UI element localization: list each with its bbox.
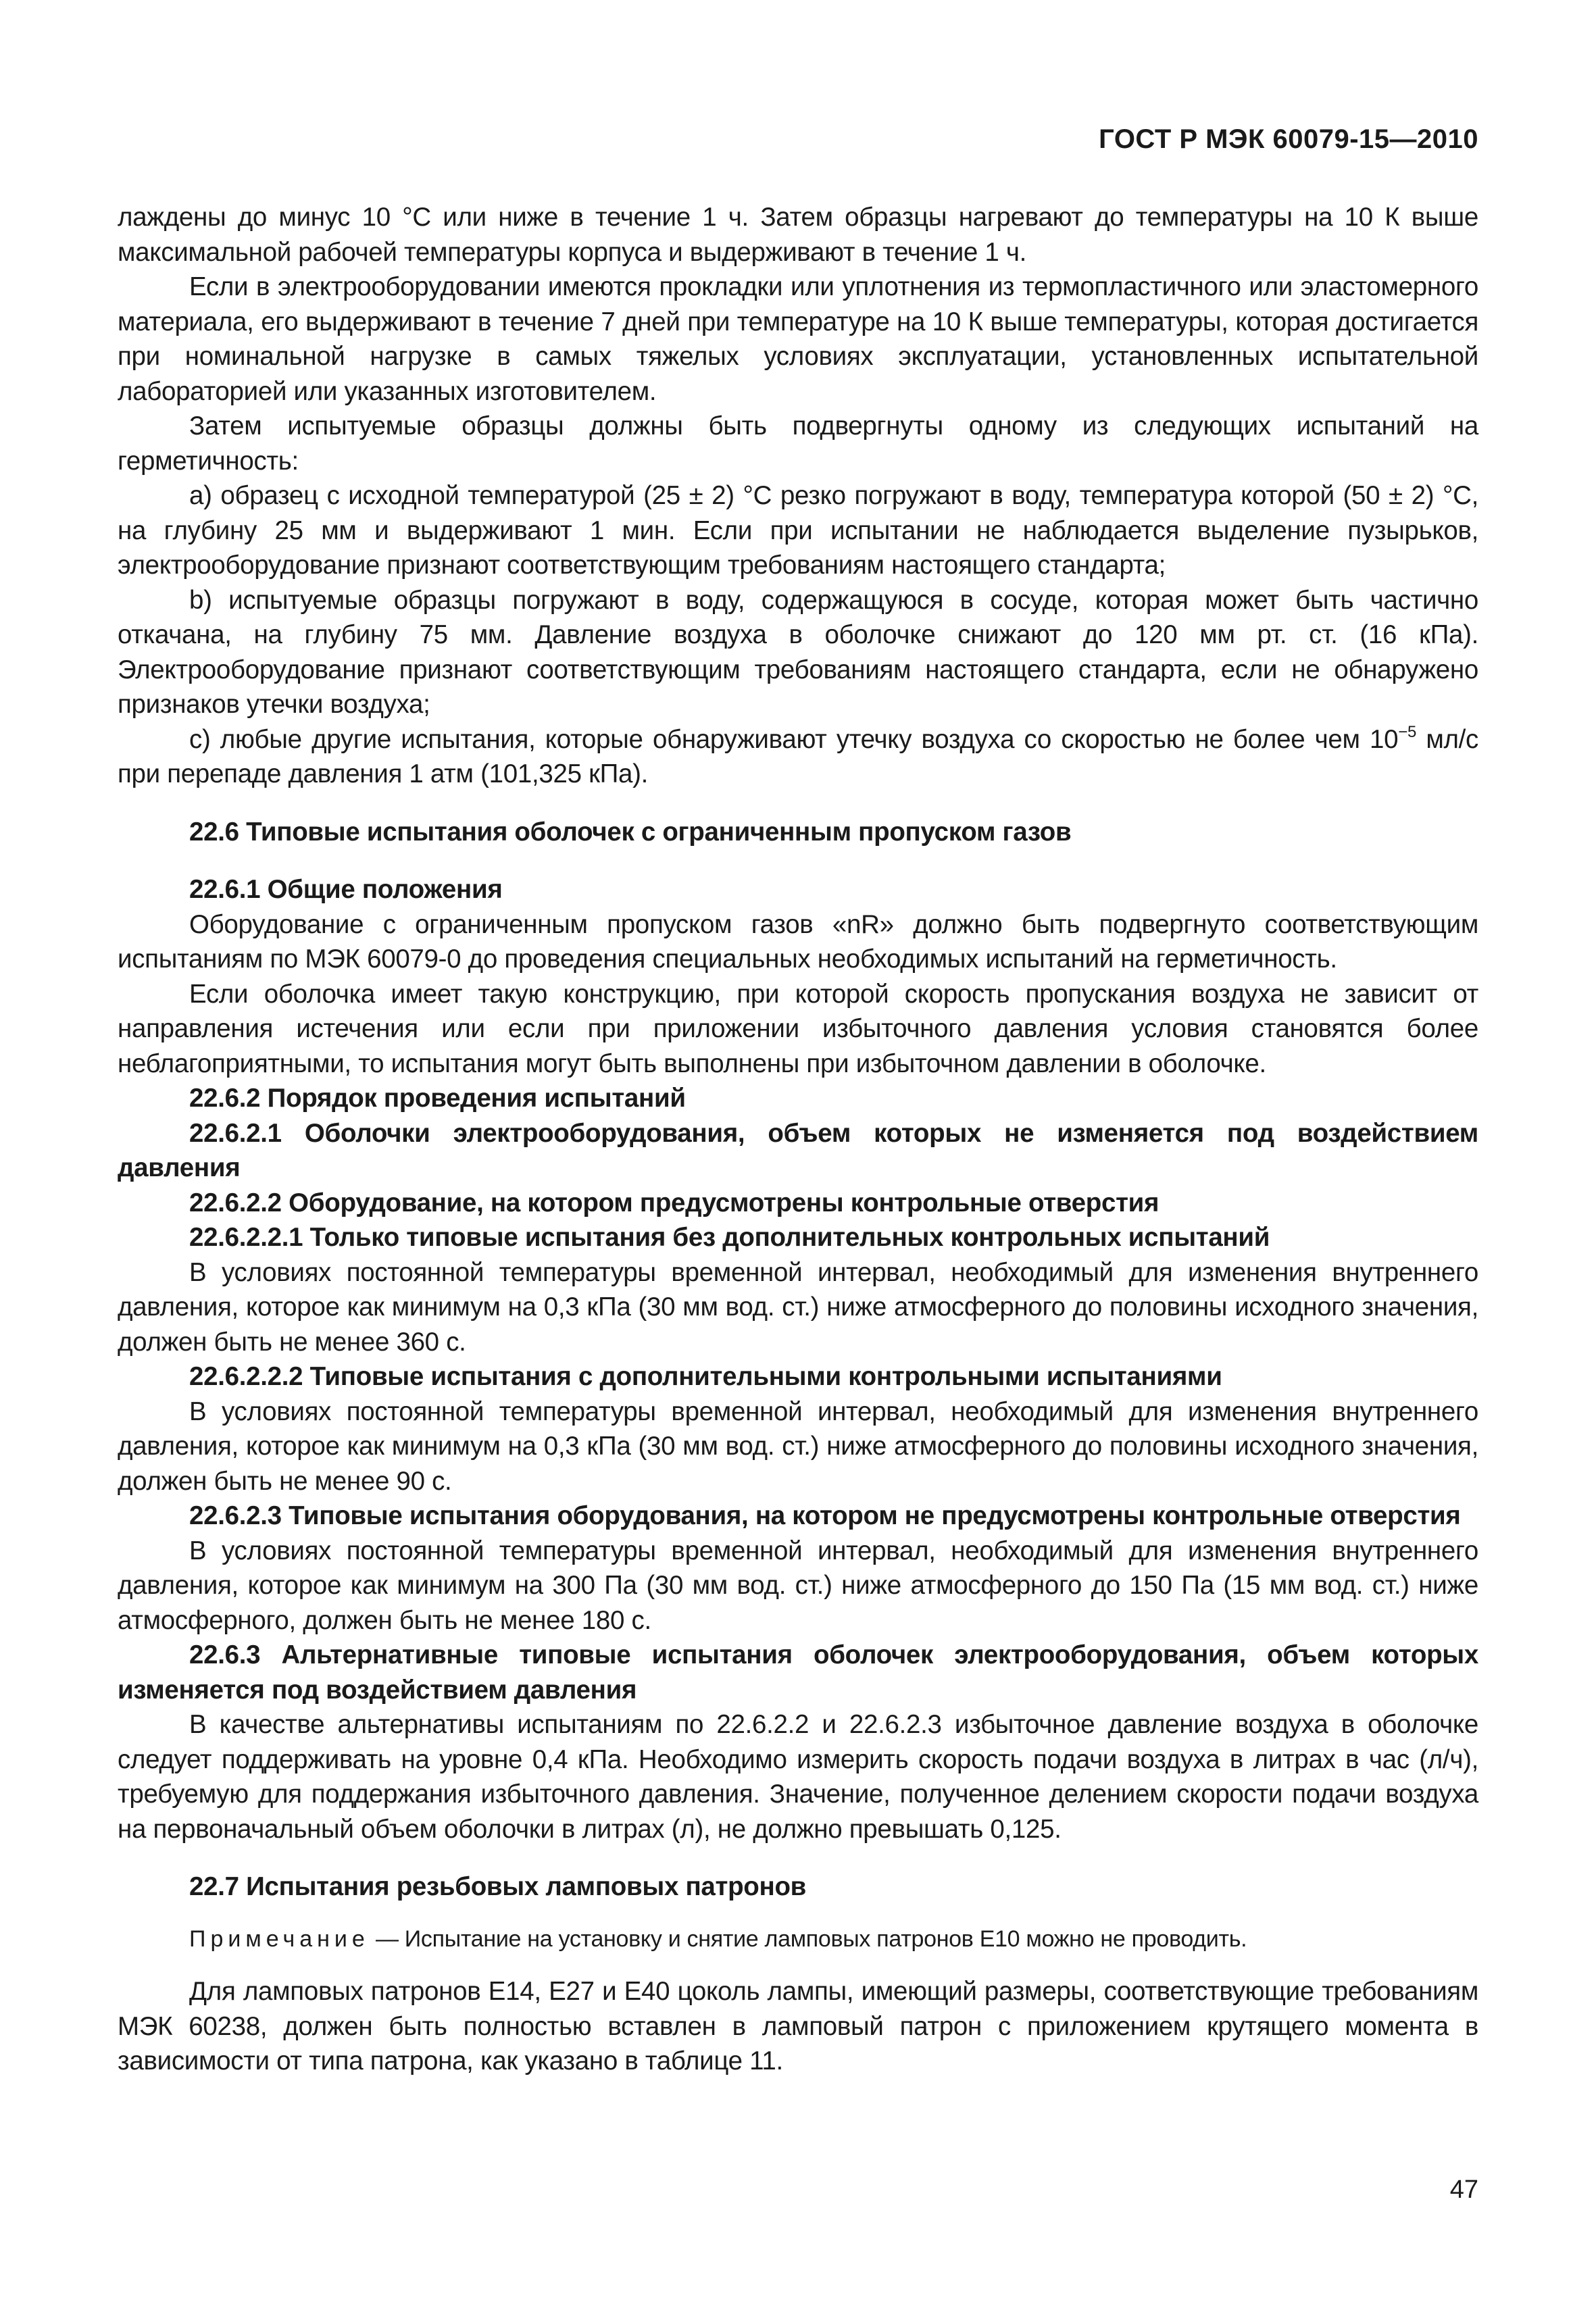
paragraph: В качестве альтернативы испытаниям по 22.6.2.2 и 22.6.2.3 избыточное давление воздуха в оболочке следует поддерживать на уровне 0,4 кПа. Необходимо измерить скорость подачи воздуха в литрах в час (л/ч), требуемую для поддержания избыточного давления. Значение, полученное делением скорости подачи воздуха на первоначальный объем оболочки в литрах (л), не должно превышать 0,125. — [118, 1710, 1478, 1844]
list-item-b: b) испытуемые образцы погружают в воду, содержащуюся в сосуде, которая может быть частично откачана, на глубину 75 мм. Давление воздуха в оболочке снижают до 120 мм рт. ст. (16 кПа). Электрооборудование признают соответствующим требованиям настоящего стандарта, если не обнаружено признаков утечки воздуха; — [118, 585, 1478, 719]
note-label: Примечание — [189, 1926, 370, 1952]
paragraph: В условиях постоянной температуры временной интервал, необходимый для изменения внутреннего давления, которое как минимум на 300 Па (30 мм вод. ст.) ниже атмосферного до 150 Па (15 мм вод. ст.) ниже атмосферного, должен быть не менее 180 с. — [118, 1536, 1478, 1635]
document-header: ГОСТ Р МЭК 60079-15—2010 — [1099, 124, 1478, 154]
subsection-heading: 22.6.2.2.1 Только типовые испытания без дополнительных контрольных испытаний — [189, 1223, 1270, 1252]
subsection-heading: 22.6.1 Общие положения — [189, 875, 503, 904]
paragraph: Если оболочка имеет такую конструкцию, при которой скорость пропускания воздуха не зависит от направления истечения или если при приложении избыточного давления условия становятся более неблагоприятными, то испытания могут быть выполнены при избыточном давлении в оболочке. — [118, 979, 1478, 1078]
subsection-heading: 22.6.2 Порядок проведения испытаний — [189, 1084, 686, 1113]
note — [118, 1922, 1478, 1957]
document-body — [118, 200, 1478, 2079]
paragraph: лаждены до минус 10 °С или ниже в течение 1 ч. Затем образцы нагревают до температуры на 10 К выше максимальной рабочей температуры корпуса и выдерживают в течение 1 ч. — [118, 203, 1478, 267]
paragraph: Если в электрооборудовании имеются прокладки или уплотнения из термопластичного или эластомерного материала, его выдерживают в течение 7 дней при температуре на 10 К выше температуры, которая достигается при номинальной нагрузке в самых тяжелых условиях эксплуатации, установленных испытательной лабораторией или указанных изготовителем. — [118, 272, 1478, 406]
paragraph: В условиях постоянной температуры временной интервал, необходимый для изменения внутреннего давления, которое как минимум на 0,3 кПа (30 мм вод. ст.) ниже атмосферного до половины исходного значения, должен быть не менее 360 с. — [118, 1257, 1478, 1357]
paragraph: В условиях постоянной температуры временной интервал, необходимый для изменения внутреннего давления, которое как минимум на 0,3 кПа (30 мм вод. ст.) ниже атмосферного до половины исходного значения, должен быть не менее 90 с. — [118, 1397, 1478, 1496]
subsection-heading: 22.6.2.2 Оборудование, на котором предусмотрены контрольные отверстия — [189, 1188, 1159, 1217]
list-item-c — [118, 722, 1478, 792]
section-heading: 22.7 Испытания резьбовых ламповых патронов — [189, 1872, 807, 1901]
note-text: — Испытание на установку и снятие ламповых патронов Е10 можно не проводить. — [369, 1926, 1247, 1952]
list-item-c-text: c) любые другие испытания, которые обнаруживают утечку воздуха со скоростью не более чем 10 — [189, 724, 1399, 754]
exponent: −5 — [1398, 722, 1416, 741]
subsection-heading: 22.6.3 Альтернативные типовые испытания оболочек электрооборудования, объем которых изменяется под воздействием давления — [118, 1640, 1478, 1705]
subsection-heading: 22.6.2.1 Оболочки электрооборудования, объем которых не изменяется под воздействием давления — [118, 1118, 1478, 1182]
paragraph: Затем испытуемые образцы должны быть подвергнуты одному из следующих испытаний на герметичность: — [118, 411, 1478, 476]
section-heading: 22.6 Типовые испытания оболочек с ограниченным пропуском газов — [189, 817, 1072, 847]
subsection-heading: 22.6.2.3 Типовые испытания оборудования, на котором не предусмотрены контрольные отверстия — [189, 1501, 1461, 1530]
page-number: 47 — [1449, 2175, 1478, 2204]
subsection-heading: 22.6.2.2.2 Типовые испытания с дополнительными контрольными испытаниями — [189, 1362, 1222, 1391]
list-item-a: a) образец с исходной температурой (25 ± 2) °С резко погружают в воду, температура которой (50 ± 2) °С, на глубину 25 мм и выдерживают 1 мин. Если при испытании не наблюдается выделение пузырьков, электрооборудование признают соответствующим требованиям настоящего стандарта; — [118, 481, 1478, 580]
list-item-c-tail: мл/с при перепаде давления 1 атм (101,325 кПа). — [118, 724, 1479, 788]
paragraph: Для ламповых патронов Е14, Е27 и Е40 цоколь лампы, имеющий размеры, соответствующие требованиям МЭК 60238, должен быть полностью вставлен в ламповый патрон с приложением крутящего момента в зависимости от типа патрона, как указано в таблице 11. — [118, 1977, 1478, 2076]
paragraph: Оборудование с ограниченным пропуском газов «nR» должно быть подвергнуто соответствующим испытаниям по МЭК 60079-0 до проведения специальных необходимых испытаний на герметичность. — [118, 909, 1478, 974]
